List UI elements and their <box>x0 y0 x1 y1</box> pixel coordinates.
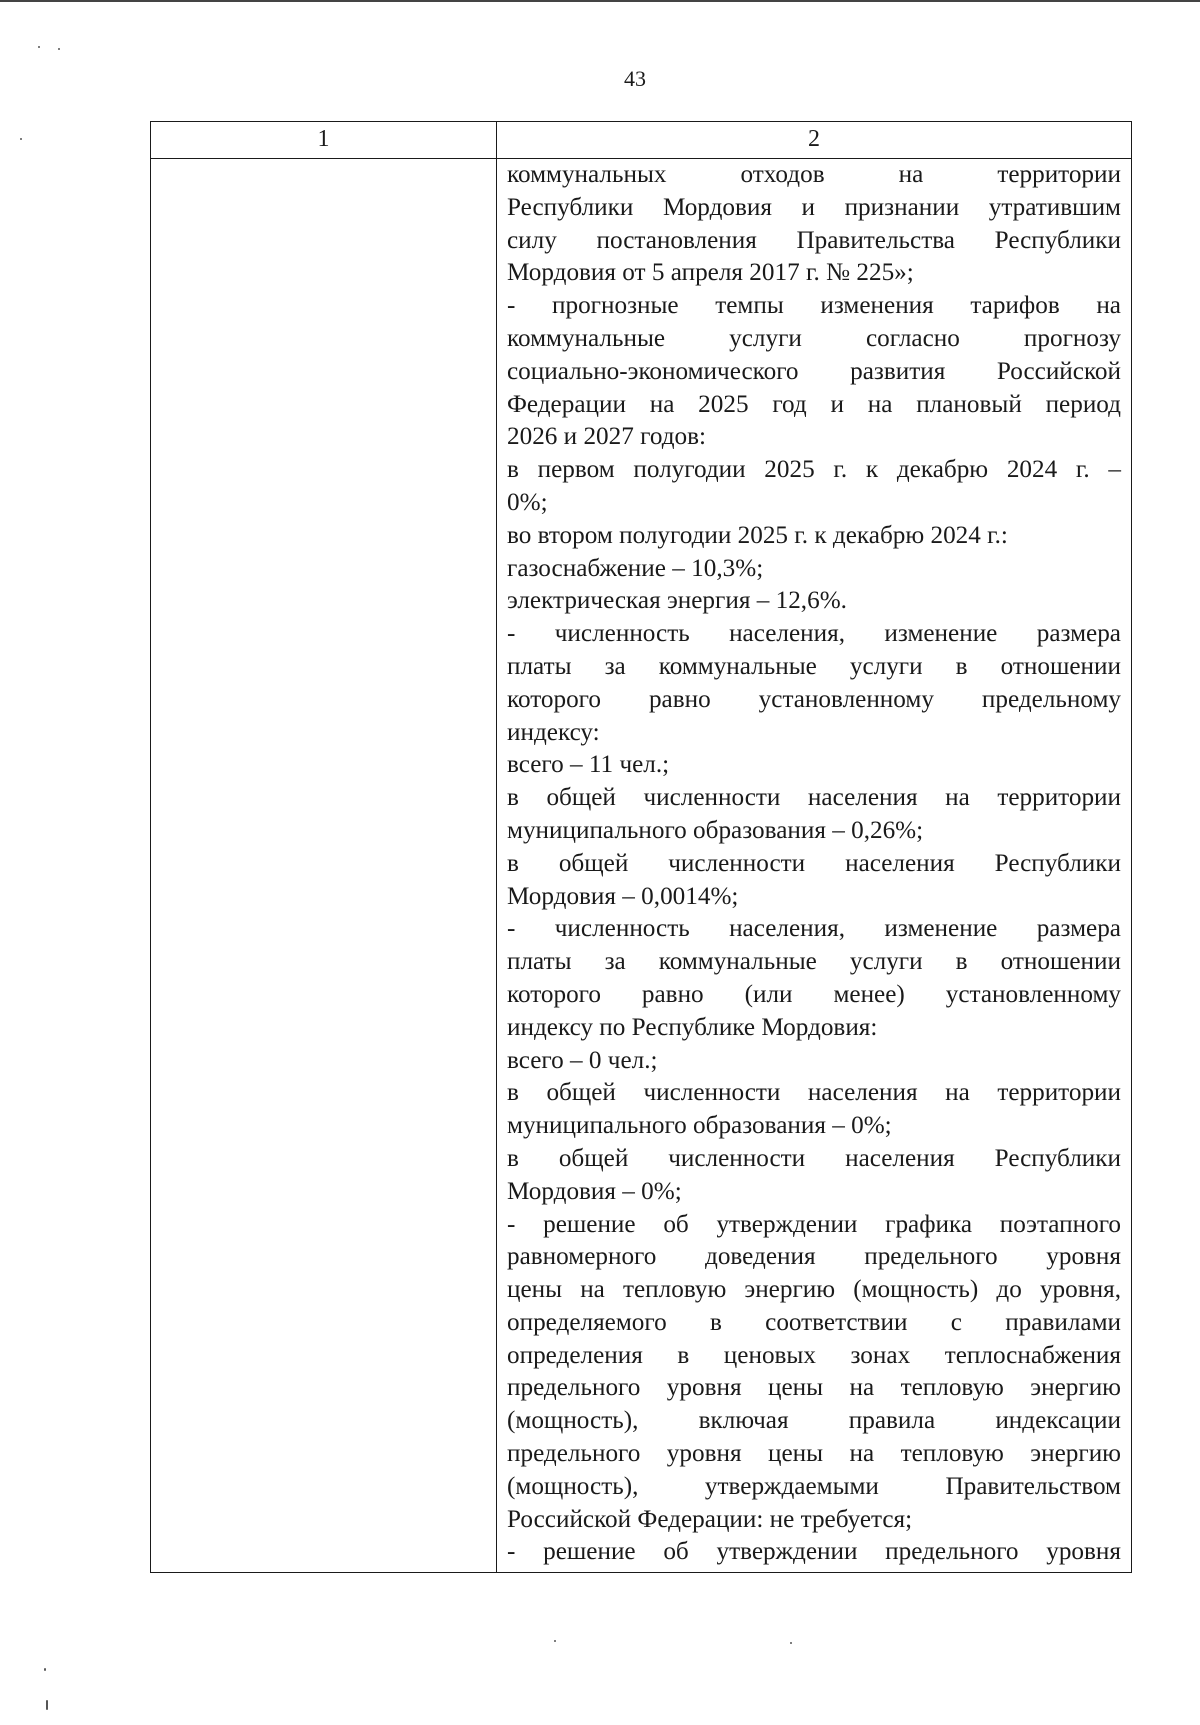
text-line: муниципального образования – 0,26%; <box>507 816 924 844</box>
text-line: 2026 и 2027 годов: <box>507 423 706 451</box>
text-line: предельного уровня цены на тепловую энергию <box>507 1440 1121 1468</box>
text-line: социально-экономического развития Российской <box>507 357 1121 385</box>
scan-speck <box>46 1700 48 1710</box>
text-line: (мощность), утверждаемыми Правительством <box>507 1472 1121 1500</box>
text-line: индексу по Республике Мордовия: <box>507 1013 878 1041</box>
text-line: которого равно (или менее) установленному <box>507 980 1121 1008</box>
text-line: в общей численности населения на территории <box>507 784 1121 812</box>
text-line: - решение об утверждении предельного уровня <box>507 1538 1121 1566</box>
page-number: 43 <box>624 66 646 91</box>
text-line: - решение об утверждении графика поэтапного <box>507 1210 1121 1238</box>
text-line: Мордовия от 5 апреля 2017 г. № 225»; <box>507 259 914 287</box>
text-line: Федерации на 2025 год и на плановый период <box>507 390 1121 418</box>
text-line: цены на тепловую энергию (мощность) до уровня, <box>507 1276 1121 1304</box>
text-line: силу постановления Правительства Республики <box>507 226 1121 254</box>
text-line: коммунальные услуги согласно прогнозу <box>507 324 1121 352</box>
text-line: - прогнозные темпы изменения тарифов на <box>507 292 1121 320</box>
text-line: Республики Мордовия и признании утратившим <box>507 193 1121 221</box>
text-line: платы за коммунальные услуги в отношении <box>507 948 1121 976</box>
table-header-row <box>151 122 1131 159</box>
text-line: платы за коммунальные услуги в отношении <box>507 652 1121 680</box>
text-line: определяемого в соответствии с правилами <box>507 1308 1121 1336</box>
text-line: Российской Федерации: не требуется; <box>507 1505 913 1533</box>
column-1-header: 1 <box>317 126 330 152</box>
scan-speck <box>58 48 60 50</box>
text-line: всего – 11 чел.; <box>507 751 670 779</box>
text-line: в общей численности населения Республики <box>507 1144 1121 1172</box>
text-line: во втором полугодии 2025 г. к декабрю 2024 г.: <box>507 521 1008 549</box>
scan-speck <box>554 1640 556 1642</box>
text-line: определения в ценовых зонах теплоснабжения <box>507 1341 1121 1369</box>
text-line: (мощность), включая правила индексации <box>507 1407 1121 1435</box>
text-line: в первом полугодии 2025 г. к декабрю 2024 г. – <box>507 456 1121 484</box>
text-line: - численность населения, изменение размера <box>507 620 1121 648</box>
text-line: равномерного доведения предельного уровня <box>507 1243 1121 1271</box>
scan-speck <box>20 138 22 140</box>
column-divider <box>496 122 497 1572</box>
column-2-header: 2 <box>808 126 820 152</box>
text-line: электрическая энергия – 12,6%. <box>507 587 847 615</box>
text-line: предельного уровня цены на тепловую энергию <box>507 1374 1121 1402</box>
scan-speck <box>790 1642 792 1644</box>
text-line: Мордовия – 0,0014%; <box>507 882 739 910</box>
text-line: коммунальных отходов на территории <box>507 161 1121 188</box>
text-line: в общей численности населения Республики <box>507 849 1121 877</box>
scan-top-edge <box>0 0 1200 2</box>
text-line: Мордовия – 0%; <box>507 1177 682 1205</box>
document-table <box>150 121 1132 1573</box>
text-line: в общей численности населения на территории <box>507 1079 1121 1107</box>
text-line: - численность населения, изменение размера <box>507 915 1121 943</box>
text-line: которого равно установленному предельному <box>507 685 1121 713</box>
text-line: газоснабжение – 10,3%; <box>507 554 764 582</box>
scan-speck <box>44 1668 46 1671</box>
text-line: всего – 0 чел.; <box>507 1046 658 1074</box>
text-line: 0%; <box>507 488 548 516</box>
text-line: муниципального образования – 0%; <box>507 1112 892 1140</box>
scan-speck <box>38 46 40 48</box>
text-line: индексу: <box>507 718 600 746</box>
column-2-text-cell <box>507 159 1121 1569</box>
